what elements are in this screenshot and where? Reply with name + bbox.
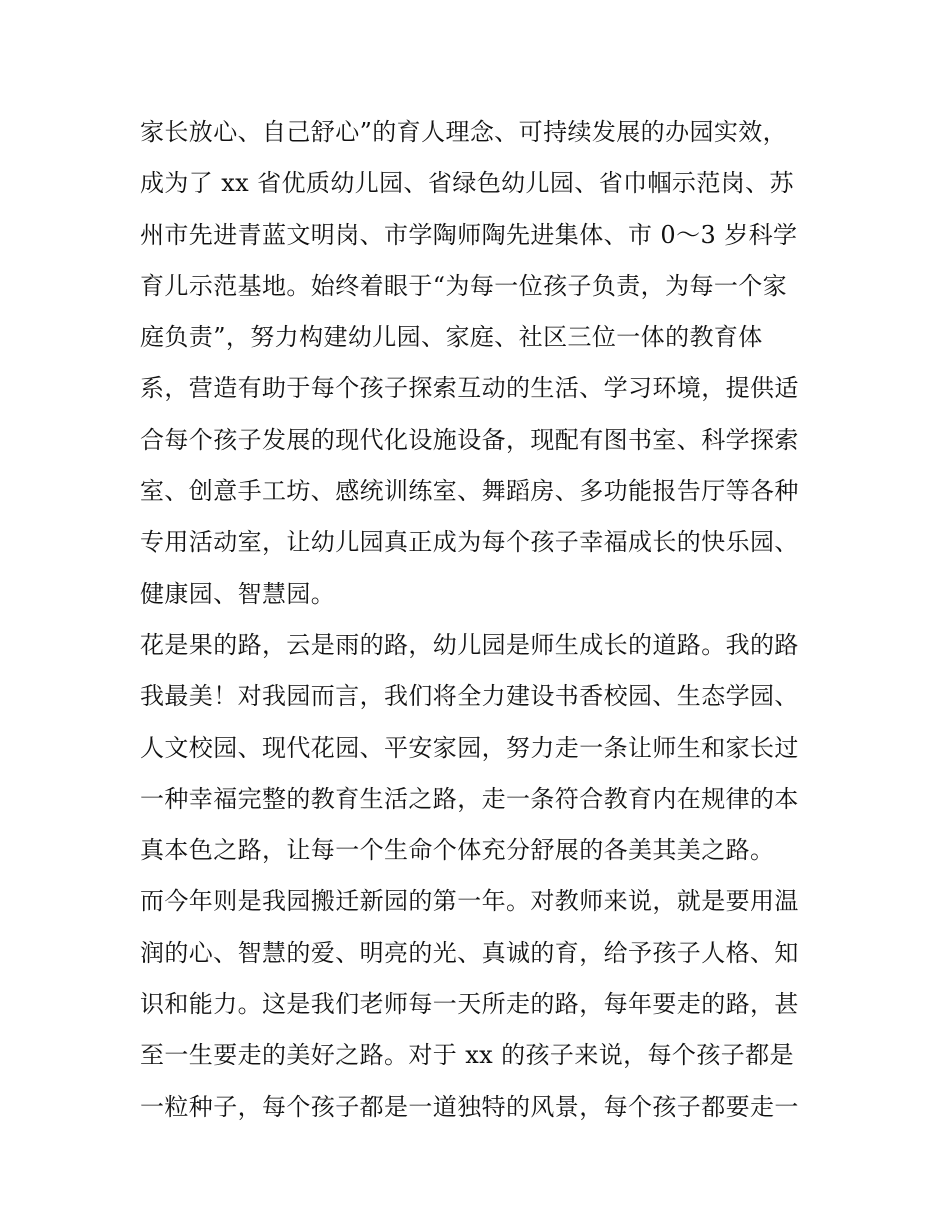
text-line: 庭负责”，努力构建幼儿园、家庭、社区三位一体的教育体 [140, 323, 763, 352]
text-line: 专用活动室，让幼儿园真正成为每个孩子幸福成长的快乐园、 [140, 528, 799, 557]
text-line: 一种幸福完整的教育生活之路，走一条符合教育内在规律的本 [140, 784, 799, 813]
text-line: 一粒种子，每个孩子都是一道独特的风景，每个孩子都要走一 [140, 1092, 799, 1121]
text-line: 成为了 xx 省优质幼儿园、省绿色幼儿园、省巾帼示范岗、苏 [140, 169, 794, 198]
text-line: 真本色之路，让每一个生命个体充分舒展的各美其美之路。 [140, 836, 775, 865]
text-line: 室、创意手工坊、感统训练室、舞蹈房、多功能报告厅等各种 [140, 477, 799, 506]
text-line: 润的心、智慧的爱、明亮的光、真诚的育，给予孩子人格、知 [140, 938, 799, 967]
text-line: 合每个孩子发展的现代化设施设备，现配有图书室、科学探索 [140, 425, 799, 454]
text-line: 健康园、智慧园。 [140, 579, 336, 608]
text-line: 识和能力。这是我们老师每一天所走的路，每年要走的路，甚 [140, 990, 799, 1019]
text-line: 花是果的路，云是雨的路，幼儿园是师生成长的道路。我的路 [140, 630, 799, 659]
text-line: 而今年则是我园搬迁新园的第一年。对教师来说，就是要用温 [140, 887, 799, 916]
text-line: 育儿示范基地。始终着眼于“为每一位孩子负责，为每一个家 [140, 271, 788, 300]
text-line: 州市先进青蓝文明岗、市学陶师陶先进集体、市 0～3 岁科学 [140, 220, 798, 249]
body-text [140, 107, 820, 1133]
text-line: 家长放心、自己舒心”的育人理念、可持续发展的办园实效， [140, 118, 788, 146]
text-line: 人文校园、现代花园、平安家园，努力走一条让师生和家长过 [140, 733, 799, 762]
text-line: 我最美！对我园而言，我们将全力建设书香校园、生态学园、 [140, 682, 799, 711]
text-line: 至一生要走的美好之路。对于 xx 的孩子来说，每个孩子都是 [140, 1041, 794, 1070]
text-line: 系，营造有助于每个孩子探索互动的生活、学习环境，提供适 [140, 374, 799, 403]
